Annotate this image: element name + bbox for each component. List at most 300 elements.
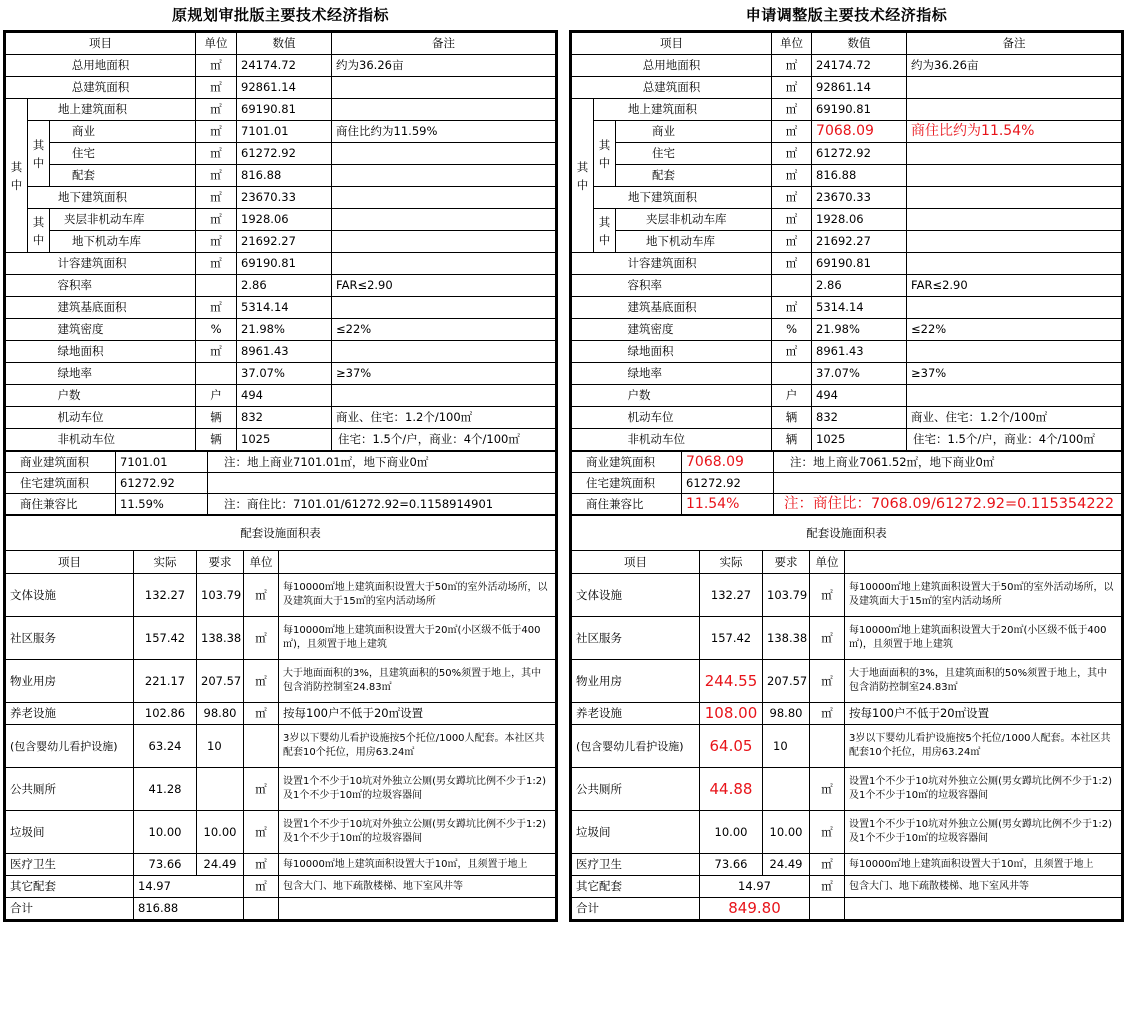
facility-item: 物业用房 — [6, 660, 134, 703]
header-actual: 实际 — [700, 551, 763, 574]
row-note — [907, 209, 1122, 231]
facility-row — [6, 725, 556, 768]
row-label: 总建筑面积 — [6, 77, 196, 99]
group-label-inner: 其中 — [594, 209, 616, 253]
original-indicators-panel — [3, 0, 558, 922]
table-row — [572, 165, 1122, 187]
facility-required: 10.00 — [197, 811, 244, 854]
row-note: ≤22% — [332, 319, 556, 341]
table-row — [6, 165, 556, 187]
header-actual: 实际 — [134, 551, 197, 574]
facility-unit: ㎡ — [810, 703, 845, 725]
summary-table — [5, 451, 556, 515]
row-unit: 户 — [196, 385, 237, 407]
summary-value: 11.59% — [116, 494, 208, 515]
row-unit: ㎡ — [196, 341, 237, 363]
row-unit: 辆 — [772, 407, 812, 429]
facility-item: 物业用房 — [572, 660, 700, 703]
row-note — [332, 231, 556, 253]
header-required: 要求 — [197, 551, 244, 574]
facility-row — [572, 876, 1122, 898]
header-value: 数值 — [237, 33, 332, 55]
facility-title: 配套设施面积表 — [572, 516, 1122, 551]
facility-note: 每10000㎡地上建筑面积设置大于20㎡(小区级不低于400㎡)，且须置于地上建筑 — [279, 617, 556, 660]
row-label: 绿地率 — [28, 363, 196, 385]
table-row — [6, 319, 556, 341]
row-label: 户数 — [28, 385, 196, 407]
facility-actual: 157.42 — [700, 617, 763, 660]
row-value: 832 — [812, 407, 907, 429]
facility-row — [572, 660, 1122, 703]
row-note: FAR≤2.90 — [332, 275, 556, 297]
row-note — [332, 209, 556, 231]
row-label: 配套 — [50, 165, 196, 187]
header-note — [845, 551, 1122, 574]
row-label: 住宅 — [50, 143, 196, 165]
facility-required: 138.38 — [763, 617, 810, 660]
row-unit: ㎡ — [772, 143, 812, 165]
table-row — [6, 99, 556, 121]
row-label: 总用地面积 — [6, 55, 196, 77]
facility-item: 公共厕所 — [6, 768, 134, 811]
row-unit: ㎡ — [772, 187, 812, 209]
facility-note: 大于地面面积的3%，且建筑面积的50%须置于地上，其中包含消防控制室24.83㎡ — [845, 660, 1122, 703]
summary-value: 7101.01 — [116, 452, 208, 473]
row-note: ≤22% — [907, 319, 1122, 341]
row-note — [332, 77, 556, 99]
facility-required: 103.79 — [197, 574, 244, 617]
facility-header — [572, 551, 1122, 574]
row-value: 7101.01 — [237, 121, 332, 143]
row-note — [332, 143, 556, 165]
row-unit: ㎡ — [772, 341, 812, 363]
facility-row — [6, 768, 556, 811]
row-label: 容积率 — [594, 275, 772, 297]
header-item: 项目 — [6, 33, 196, 55]
row-value: 7068.09 — [812, 121, 907, 143]
row-value: 23670.33 — [237, 187, 332, 209]
row-note — [907, 297, 1122, 319]
row-note: 住宅：1.5个/户，商业：4个/100㎡ — [332, 429, 556, 451]
facility-actual: 44.88 — [700, 768, 763, 811]
row-unit — [196, 275, 237, 297]
facility-title: 配套设施面积表 — [6, 516, 556, 551]
facility-actual: 132.27 — [700, 574, 763, 617]
facility-unit: ㎡ — [810, 574, 845, 617]
row-unit: 辆 — [196, 429, 237, 451]
summary-note: 注：地上商业7101.01㎡，地下商业0㎡ — [208, 452, 556, 473]
row-label: 建筑基底面积 — [28, 297, 196, 319]
row-unit: 辆 — [196, 407, 237, 429]
row-unit: ㎡ — [196, 297, 237, 319]
row-unit: ㎡ — [196, 55, 237, 77]
facility-actual: 14.97 — [700, 876, 810, 898]
facility-header — [6, 551, 556, 574]
row-label: 容积率 — [28, 275, 196, 297]
facility-note: 设置1个不少于10坑对外独立公厕(男女蹲坑比例不少于1:2)及1个不少于10㎡的垃圾容器间 — [279, 811, 556, 854]
facility-table — [5, 515, 556, 920]
table-row — [572, 363, 1122, 385]
facility-unit: ㎡ — [244, 660, 279, 703]
table-row — [6, 231, 556, 253]
facility-note: 设置1个不少于10坑对外独立公厕(男女蹲坑比例不少于1:2)及1个不少于10㎡的垃圾容器间 — [845, 768, 1122, 811]
table-row — [6, 143, 556, 165]
summary-value: 7068.09 — [682, 452, 774, 473]
table-row — [6, 55, 556, 77]
table-row — [6, 275, 556, 297]
facility-unit: ㎡ — [810, 854, 845, 876]
row-value: 61272.92 — [812, 143, 907, 165]
row-value: 69190.81 — [812, 99, 907, 121]
row-label: 地上建筑面积 — [594, 99, 772, 121]
table-header — [572, 33, 1122, 55]
row-value: 816.88 — [237, 165, 332, 187]
indicators-box — [3, 30, 558, 922]
facility-item: 社区服务 — [6, 617, 134, 660]
row-unit: ㎡ — [772, 253, 812, 275]
row-label: 建筑密度 — [594, 319, 772, 341]
facility-row — [6, 703, 556, 725]
facility-actual: 102.86 — [134, 703, 197, 725]
facility-item: 医疗卫生 — [572, 854, 700, 876]
group-label-inner: 其中 — [28, 121, 50, 187]
row-value: 816.88 — [812, 165, 907, 187]
table-row — [6, 363, 556, 385]
row-label: 总建筑面积 — [572, 77, 772, 99]
row-unit: 辆 — [772, 429, 812, 451]
row-label: 夹层非机动车库 — [616, 209, 772, 231]
header-unit: 单位 — [196, 33, 237, 55]
facility-total-row — [572, 898, 1122, 920]
facility-note: 包含大门、地下疏散楼梯、地下室风井等 — [279, 876, 556, 898]
summary-row — [6, 494, 556, 515]
table-row — [6, 121, 556, 143]
row-value: 37.07% — [237, 363, 332, 385]
total-value: 849.80 — [700, 898, 810, 920]
group-label-inner: 其中 — [28, 209, 50, 253]
facility-unit: ㎡ — [244, 574, 279, 617]
row-label: 商业 — [616, 121, 772, 143]
facility-item: 养老设施 — [572, 703, 700, 725]
row-note: 约为36.26亩 — [907, 55, 1122, 77]
row-unit: ㎡ — [196, 165, 237, 187]
facility-actual: 41.28 — [134, 768, 197, 811]
summary-row — [572, 473, 1122, 494]
row-unit: ㎡ — [196, 77, 237, 99]
facility-note: 大于地面面积的3%，且建筑面积的50%须置于地上，其中包含消防控制室24.83㎡ — [279, 660, 556, 703]
summary-value: 61272.92 — [682, 473, 774, 494]
table-row — [572, 209, 1122, 231]
table-row — [6, 297, 556, 319]
row-note: 商业、住宅：1.2个/100㎡ — [907, 407, 1122, 429]
table-row — [572, 55, 1122, 77]
adjusted-indicators-panel — [569, 0, 1124, 922]
row-unit — [772, 275, 812, 297]
summary-label: 住宅建筑面积 — [6, 473, 116, 494]
row-value: 2.86 — [812, 275, 907, 297]
row-note — [907, 187, 1122, 209]
facility-unit: ㎡ — [244, 876, 279, 898]
facility-note: 按每100户不低于20㎡设置 — [279, 703, 556, 725]
header-note — [279, 551, 556, 574]
row-value: 5314.14 — [237, 297, 332, 319]
facility-unit: ㎡ — [244, 703, 279, 725]
facility-item: 文体设施 — [6, 574, 134, 617]
total-value: 816.88 — [134, 898, 244, 920]
facility-required: 10 — [763, 725, 810, 768]
indicators-table — [571, 32, 1122, 451]
row-note — [907, 341, 1122, 363]
row-note: ≥37% — [332, 363, 556, 385]
row-value: 23670.33 — [812, 187, 907, 209]
row-label: 地下建筑面积 — [594, 187, 772, 209]
row-label: 地下机动车库 — [616, 231, 772, 253]
row-unit — [772, 363, 812, 385]
header-required: 要求 — [763, 551, 810, 574]
row-value: 1025 — [237, 429, 332, 451]
facility-unit: ㎡ — [810, 768, 845, 811]
facility-item: 医疗卫生 — [6, 854, 134, 876]
row-unit: % — [772, 319, 812, 341]
facility-required: 10.00 — [763, 811, 810, 854]
facility-note: 每10000㎡地上建筑面积设置大于50㎡的室外活动场所，以及建筑面大于15㎡的室内活动场所 — [279, 574, 556, 617]
header-note: 备注 — [332, 33, 556, 55]
row-value: 69190.81 — [237, 99, 332, 121]
row-label: 绿地面积 — [28, 341, 196, 363]
facility-note: 3岁以下婴幼儿看护设施按5个托位/1000人配套。本社区共配套10个托位，用房63.24㎡ — [279, 725, 556, 768]
summary-label: 商业建筑面积 — [6, 452, 116, 473]
facility-row — [6, 617, 556, 660]
row-note: ≥37% — [907, 363, 1122, 385]
facility-note: 按每100户不低于20㎡设置 — [845, 703, 1122, 725]
header-unit: 单位 — [810, 551, 845, 574]
table-row — [572, 275, 1122, 297]
facility-row — [6, 854, 556, 876]
summary-label: 住宅建筑面积 — [572, 473, 682, 494]
table-row — [6, 429, 556, 451]
facility-required — [197, 768, 244, 811]
facility-note: 每10000㎡地上建筑面积设置大于20㎡(小区级不低于400㎡)，且须置于地上建筑 — [845, 617, 1122, 660]
panel-title: 原规划审批版主要技术经济指标 — [171, 6, 389, 24]
table-header — [6, 33, 556, 55]
row-label: 计容建筑面积 — [594, 253, 772, 275]
facility-unit: ㎡ — [244, 854, 279, 876]
summary-table — [571, 451, 1122, 515]
row-value: 1025 — [812, 429, 907, 451]
row-label: 地下建筑面积 — [28, 187, 196, 209]
summary-row — [6, 452, 556, 473]
row-label: 户数 — [594, 385, 772, 407]
summary-label: 商住兼容比 — [6, 494, 116, 515]
row-label: 非机动车位 — [28, 429, 196, 451]
row-note — [332, 297, 556, 319]
header-item: 项目 — [572, 33, 772, 55]
table-row — [572, 253, 1122, 275]
table-row — [572, 99, 1122, 121]
header-value: 数值 — [812, 33, 907, 55]
facility-unit: ㎡ — [244, 617, 279, 660]
facility-unit: ㎡ — [244, 768, 279, 811]
row-value: 8961.43 — [812, 341, 907, 363]
facility-table — [571, 515, 1122, 920]
facility-note: 包含大门、地下疏散楼梯、地下室风井等 — [845, 876, 1122, 898]
facility-title-row — [6, 516, 556, 551]
table-row — [572, 385, 1122, 407]
facility-total-row — [6, 898, 556, 920]
table-row — [6, 187, 556, 209]
summary-row — [6, 473, 556, 494]
row-unit: 户 — [772, 385, 812, 407]
summary-note: 注：商住比：7101.01/61272.92=0.1158914901 — [208, 494, 556, 515]
row-label: 配套 — [616, 165, 772, 187]
row-unit: ㎡ — [772, 77, 812, 99]
summary-label: 商住兼容比 — [572, 494, 682, 515]
row-unit: ㎡ — [772, 121, 812, 143]
facility-row — [572, 703, 1122, 725]
facility-actual: 221.17 — [134, 660, 197, 703]
facility-unit: ㎡ — [810, 617, 845, 660]
facility-actual: 63.24 — [134, 725, 197, 768]
row-note: 约为36.26亩 — [332, 55, 556, 77]
row-note: FAR≤2.90 — [907, 275, 1122, 297]
row-note — [907, 143, 1122, 165]
row-value: 494 — [812, 385, 907, 407]
summary-label: 商业建筑面积 — [572, 452, 682, 473]
row-label: 机动车位 — [594, 407, 772, 429]
summary-value: 61272.92 — [116, 473, 208, 494]
facility-item: 其它配套 — [6, 876, 134, 898]
row-unit: ㎡ — [196, 121, 237, 143]
row-note — [332, 385, 556, 407]
row-value: 21692.27 — [812, 231, 907, 253]
table-row — [6, 341, 556, 363]
facility-item: (包含婴幼儿看护设施) — [6, 725, 134, 768]
row-unit: ㎡ — [196, 209, 237, 231]
facility-item: 社区服务 — [572, 617, 700, 660]
row-value: 21692.27 — [237, 231, 332, 253]
summary-row — [572, 452, 1122, 473]
facility-unit: ㎡ — [810, 660, 845, 703]
row-label: 计容建筑面积 — [28, 253, 196, 275]
facility-unit: ㎡ — [810, 876, 845, 898]
row-value: 61272.92 — [237, 143, 332, 165]
facility-note: 每10000㎡地上建筑面积设置大于10㎡，且须置于地上 — [279, 854, 556, 876]
row-value: 37.07% — [812, 363, 907, 385]
facility-item: 养老设施 — [6, 703, 134, 725]
group-label-outer: 其中 — [572, 99, 594, 253]
row-value: 92861.14 — [237, 77, 332, 99]
row-value: 21.98% — [812, 319, 907, 341]
header-item: 项目 — [6, 551, 134, 574]
row-unit: % — [196, 319, 237, 341]
row-label: 非机动车位 — [594, 429, 772, 451]
facility-actual: 10.00 — [134, 811, 197, 854]
facility-row — [572, 617, 1122, 660]
row-note — [907, 385, 1122, 407]
row-note: 商业、住宅：1.2个/100㎡ — [332, 407, 556, 429]
row-note — [332, 341, 556, 363]
facility-unit — [244, 725, 279, 768]
row-note — [907, 77, 1122, 99]
header-note: 备注 — [907, 33, 1122, 55]
facility-actual: 132.27 — [134, 574, 197, 617]
facility-required — [763, 768, 810, 811]
row-unit: ㎡ — [196, 143, 237, 165]
row-label: 地上建筑面积 — [28, 99, 196, 121]
facility-required: 207.57 — [763, 660, 810, 703]
row-note — [907, 253, 1122, 275]
total-label: 合计 — [6, 898, 134, 920]
header-item: 项目 — [572, 551, 700, 574]
summary-note — [208, 473, 556, 494]
summary-row — [572, 494, 1122, 515]
row-label: 住宅 — [616, 143, 772, 165]
row-value: 2.86 — [237, 275, 332, 297]
facility-note: 每10000㎡地上建筑面积设置大于10㎡，且须置于地上 — [845, 854, 1122, 876]
facility-required: 98.80 — [197, 703, 244, 725]
facility-note: 3岁以下婴幼儿看护设施按5个托位/1000人配套。本社区共配套10个托位，用房63.24㎡ — [845, 725, 1122, 768]
facility-item: 其它配套 — [572, 876, 700, 898]
table-row — [572, 77, 1122, 99]
row-unit: ㎡ — [772, 297, 812, 319]
row-unit: ㎡ — [196, 253, 237, 275]
row-unit: ㎡ — [772, 55, 812, 77]
row-label: 机动车位 — [28, 407, 196, 429]
facility-note: 设置1个不少于10坑对外独立公厕(男女蹲坑比例不少于1:2)及1个不少于10㎡的垃圾容器间 — [279, 768, 556, 811]
row-note: 商住比约为11.54% — [907, 121, 1122, 143]
row-value: 21.98% — [237, 319, 332, 341]
facility-row — [572, 811, 1122, 854]
table-row — [6, 407, 556, 429]
table-row — [6, 385, 556, 407]
table-row — [6, 209, 556, 231]
facility-actual: 64.05 — [700, 725, 763, 768]
table-row — [572, 407, 1122, 429]
table-row — [572, 231, 1122, 253]
table-row — [572, 429, 1122, 451]
row-label: 绿地面积 — [594, 341, 772, 363]
group-label-inner: 其中 — [594, 121, 616, 187]
row-note: 商住比约为11.59% — [332, 121, 556, 143]
row-label: 总用地面积 — [572, 55, 772, 77]
facility-title-row — [572, 516, 1122, 551]
row-value: 1928.06 — [812, 209, 907, 231]
facility-unit — [810, 725, 845, 768]
table-row — [6, 77, 556, 99]
facility-row — [6, 660, 556, 703]
facility-row — [6, 811, 556, 854]
facility-unit: ㎡ — [244, 811, 279, 854]
summary-note: 注：地上商业7061.52㎡，地下商业0㎡ — [774, 452, 1122, 473]
row-label: 建筑基底面积 — [594, 297, 772, 319]
table-row — [572, 319, 1122, 341]
summary-note — [774, 473, 1122, 494]
facility-required: 24.49 — [763, 854, 810, 876]
total-label: 合计 — [572, 898, 700, 920]
row-value: 1928.06 — [237, 209, 332, 231]
facility-required: 103.79 — [763, 574, 810, 617]
row-note — [907, 99, 1122, 121]
facility-actual: 73.66 — [700, 854, 763, 876]
row-label: 夹层非机动车库 — [50, 209, 196, 231]
facility-row — [572, 768, 1122, 811]
facility-required: 98.80 — [763, 703, 810, 725]
facility-required: 207.57 — [197, 660, 244, 703]
facility-row — [6, 876, 556, 898]
facility-row — [572, 574, 1122, 617]
row-note: 住宅：1.5个/户，商业：4个/100㎡ — [907, 429, 1122, 451]
facility-unit: ㎡ — [810, 811, 845, 854]
